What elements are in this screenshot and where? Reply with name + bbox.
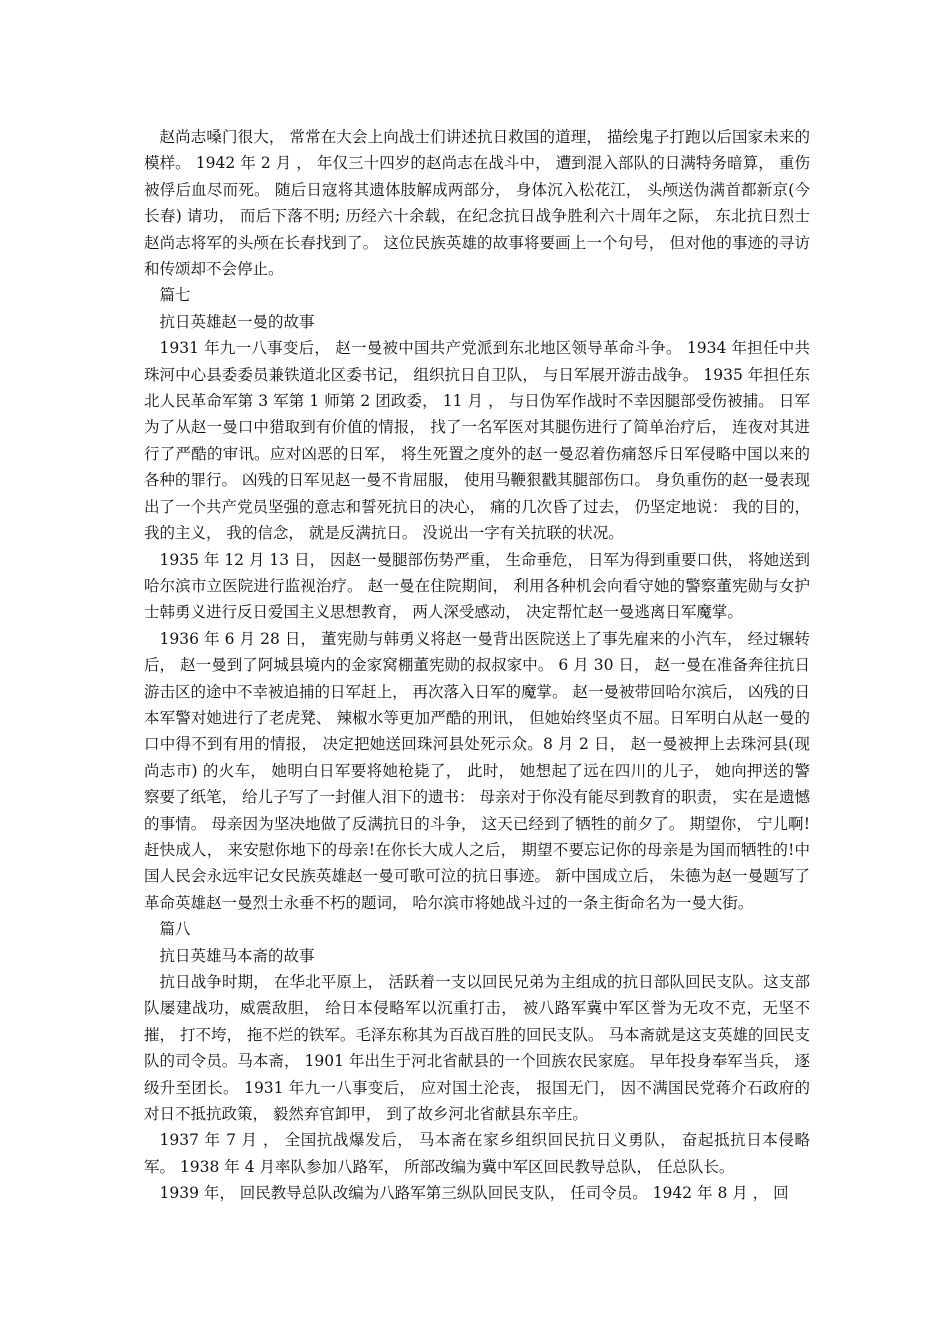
document-page (144, 124, 810, 1207)
section-8-label: 篇八 (159, 920, 191, 939)
section-7-paragraph: 1936 年 6 月 28 日， 董宪勋与韩勇义将赵一曼背出医院送上了事先雇来的小汽车， 经过辗转后， 赵一曼到了阿城县境内的金家窝棚董宪勋的叔叔家中。 6 月 30 日， 赵一曼在准备奔往抗日游击区的途中不幸被追捕的日军赶上， 再次落入日军的魔掌。 赵一曼被带回哈尔滨后， 凶残的日本军警对她进行了老虎凳、 辣椒水等更加严酷的刑讯， 但她始终坚贞不屈。日军明白从赵一曼的口中得不到有用的情报， 决定把她送回珠河县处死示众。8 月 2 日， 赵一曼被押上去珠河县(现尚志市) 的火车， 她明白日军要将她枪毙了， 此时， 她想起了远在四川的儿子， 她向押送的警察要了纸笔， 给儿子写了一封催人泪下的遗书： 母亲对于你没有能尽到教育的职责， 实在是遗憾的事情。 母亲因为坚决地做了反满抗日的斗争， 这天已经到了牺牲的前夕了。 期望你， 宁儿啊! 赶快成人， 来安慰你地下的母亲!在你长大成人之后， 期望不要忘记你的母亲是为国而牺牲的!中国人民会永远牢记女民族英雄赵一曼可歌可泣的抗日事迹。 新中国成立后， 朱德为赵一曼题写了革命英雄赵一曼烈士永垂不朽的题词， 哈尔滨市将她战斗过的一条主街命名为一曼大街。 (144, 629, 810, 912)
section-8-paragraph: 1939 年， 回民教导总队改编为八路军第三纵队回民支队， 任司令员。 1942 年 8 月 ， 回 (159, 1184, 789, 1203)
section-7-paragraph: 1931 年九一八事变后， 赵一曼被中国共产党派到东北地区领导革命斗争。 1934 年担任中共珠河中心县委委员兼铁道北区委书记， 组织抗日自卫队， 与日军展开游击战争。 1935 年担任东北人民革命军第 3 军第 1 师第 2 团政委， 11 月 ， 与日伪军作战时不幸因腿部受伤被捕。 日军为了从赵一曼口中猎取到有价值的情报， 找了一名军医对其腿伤进行了简单治疗后， 连夜对其进行了严酷的审讯。应对凶恶的日军， 将生死置之度外的赵一曼忍着伤痛怒斥日军侵略中国以来的各种的罪行。 凶残的日军见赵一曼不肯屈服， 使用马鞭狠戳其腿部伤口。 身负重伤的赵一曼表现出了一个共产党员坚强的意志和誓死抗日的决心， 痛的几次昏了过去， 仍坚定地说： 我的目的， 我的主义， 我的信念， 就是反满抗日。 没说出一字有关抗联的状况。 (144, 339, 810, 543)
section-7-title: 抗日英雄赵一曼的故事 (159, 312, 315, 331)
section-8-title: 抗日英雄马本斋的故事 (159, 946, 315, 965)
section-8-paragraph: 抗日战争时期， 在华北平原上， 活跃着一支以回民兄弟为主组成的抗日部队回民支队。这支部队屡建战功，威震敌胆， 给日本侵略军以沉重打击， 被八路军冀中军区誉为无攻不克，无坚不摧， 打不垮， 拖不烂的铁军。毛泽东称其为百战百胜的回民支队。 马本斋就是这支英雄的回民支队的司令员。马本斋， 1901 年出生于河北省献县的一个回族农民家庭。 早年投身奉军当兵， 逐级升至团长。 1931 年九一八事变后， 应对国土沦丧， 报国无门， 因不满国民党蒋介石政府的对日不抵抗政策， 毅然弃官卸甲， 到了故乡河北省献县东辛庄。 (144, 973, 810, 1124)
intro-paragraph: 赵尚志嗓门很大， 常常在大会上向战士们讲述抗日救国的道理， 描绘鬼子打跑以后国家未来的模样。 1942 年 2 月 ， 年仅三十四岁的赵尚志在战斗中， 遭到混入部队的日满特务暗算， 重伤被俘后血尽而死。 随后日寇将其遗体肢解成两部分， 身体沉入松花江， 头颅送伪满首都新京(今长春) 请功， 而后下落不明; 历经六十余载，在纪念抗日战争胜利六十周年之际， 东北抗日烈士赵尚志将军的头颅在长春找到了。 这位民族英雄的故事将要画上一个句号， 但对他的事迹的寻访和传颂却不会停止。 (144, 128, 810, 279)
section-7-label: 篇七 (159, 286, 191, 305)
section-8-paragraph: 1937 年 7 月 ， 全国抗战爆发后， 马本斋在家乡组织回民抗日义勇队， 奋起抵抗日本侵略军。 1938 年 4 月率队参加八路军， 所部改编为冀中军区回民教导总队， 任总队长。 (144, 1131, 810, 1176)
section-7-paragraph: 1935 年 12 月 13 日， 因赵一曼腿部伤势严重， 生命垂危， 日军为得到重要口供， 将她送到哈尔滨市立医院进行监视治疗。 赵一曼在住院期间， 利用各种机会向看守她的警察董宪勋与女护士韩勇义进行反日爱国主义思想教育， 两人深受感动， 决定帮忙赵一曼逃离日军魔掌。 (144, 550, 810, 622)
